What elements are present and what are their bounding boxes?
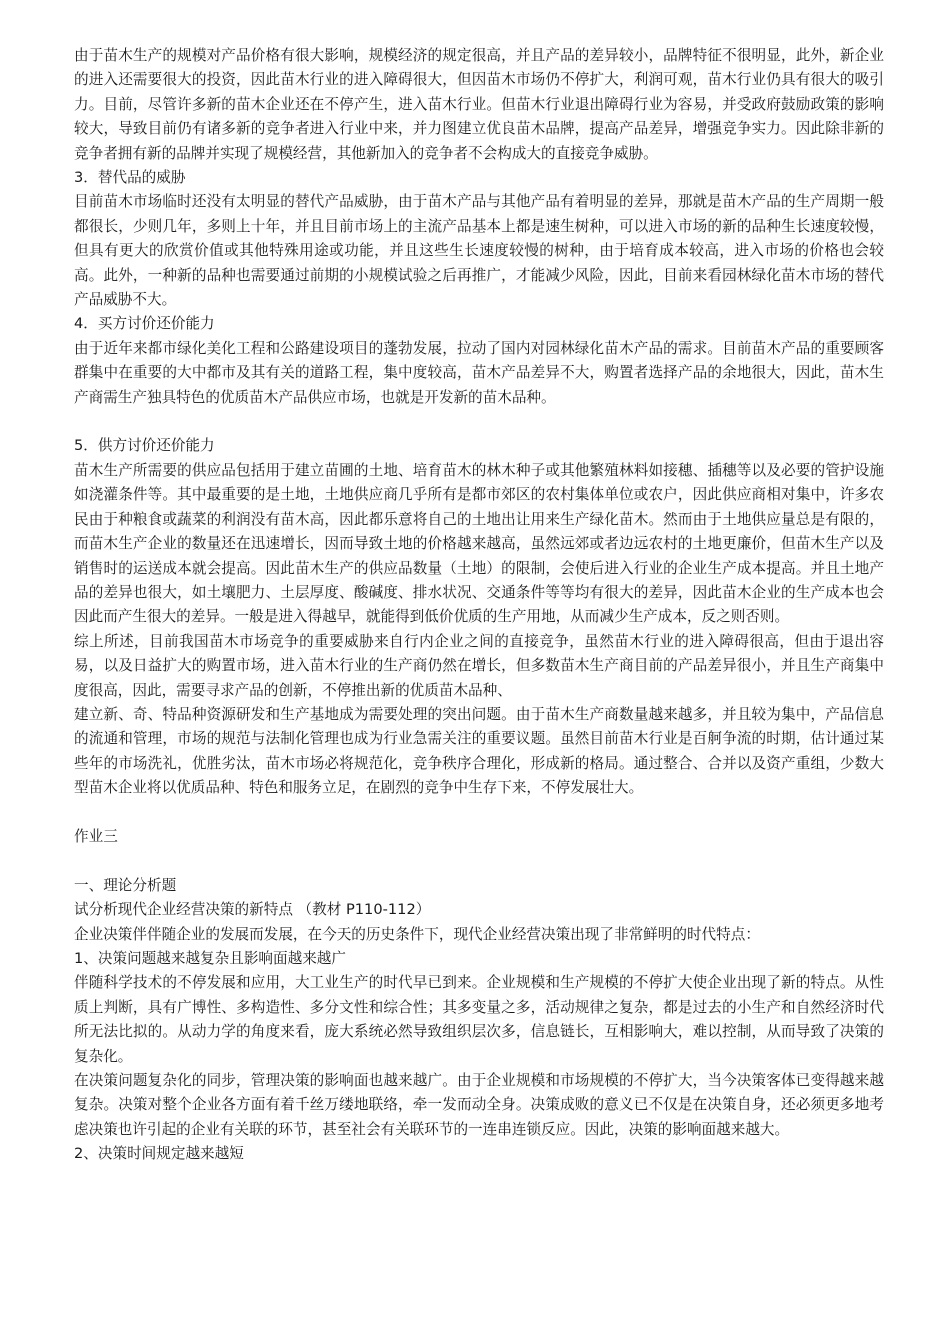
summary-paragraph-continued: 建立新、奇、特品种资源研发和生产基地成为需要处理的突出问题。由于苗木生产商数量越来越多，并且较为集中，产品信息的流通和管理，市场的规范与法制化管理也成为行业急需关注的重要议题。虽然目前苗木行业是百舸争流的时期，估计通过某些年的市场洗礼，优胜劣汰，苗木市场必将规范化，竞争秩序合理化，形成新的格局。通过整合、合并以及资产重组，少数大型苗木企业将以优质品种、特色和服务立足，在剧烈的竞争中生存下来，不停发展壮大。 <box>74 705 884 797</box>
point-1-heading: 1、决策问题越来越复杂且影响面越来越广 <box>74 949 346 967</box>
point-1-paragraph: 伴随科学技术的不停发展和应用，大工业生产的时代早已到来。企业规模和生产规模的不停扩大使企业出现了新的特点。从性质上判断，具有广博性、多构造性、多分文性和综合性；其多变量之多，活动规律之复杂，都是过去的小生产和自然经济时代所无法比拟的。从动力学的角度来看，庞大系统必然导致组织层次多，信息链长，互相影响大，难以控制，从而导致了决策的复杂化。 <box>74 974 884 1065</box>
question-intro: 企业决策伴伴随企业的发展而发展，在今天的历史条件下，现代企业经营决策出现了非常鲜明的时代特点： <box>74 925 760 943</box>
supplier-power-paragraph: 苗木生产所需要的供应品包括用于建立苗圃的土地、培育苗木的林木种子或其他繁殖林料如接穗、插穗等以及必要的管护设施如浇灌条件等。其中最重要的是土地，土地供应商几乎所有是都市郊区的农村集体单位或农户，因此供应商相对集中，许多农民由于种粮食或蔬菜的利润没有苗木高，因此都乐意将自己的土地出让用来生产绿化苗木。然而由于土地供应量总是有限的，而苗木生产企业的数量还在迅速增长，因而导致土地的价格越来越高，虽然远郊或者边远农村的土地更廉价，但苗木生产以及销售时的运送成本就会提高。因此苗木生产的供应品数量（土地）的限制，会使后进入行业的企业生产成本提高。并且土地产品的差异也很大，如土壤肥力、土层厚度、酸碱度、排水状况、交通条件等等均有很大的差异，因此苗木企业的生产成本也会因此而产生很大的差异。一般是进入得越早，就能得到低价优质的生产用地，从而减少生产成本，反之则否则。 <box>74 461 884 626</box>
blank-line <box>74 410 884 434</box>
blank-line <box>74 849 884 873</box>
question-text: 试分析现代企业经营决策的新特点 （教材 P110-112） <box>74 901 431 919</box>
supplier-power-heading: 5．供方讨价还价能力 <box>74 437 215 455</box>
market-entry-paragraph: 由于苗木生产的规模对产品价格有很大影响，规模经济的规定很高，并且产品的差异较小，品牌特征不很明显，此外，新企业的进入还需要很大的投资，因此苗木行业的进入障碍很大，但因苗木市场仍不停扩大，利润可观，苗木行业仍具有很大的吸引力。目前，尽管许多新的苗木企业还在不停产生，进入苗木行业。但苗木行业退出障碍行业为容易，并受政府鼓励政策的影响较大，导致目前仍有诸多新的竞争者进入行业中来，并力图建立优良苗木品牌，提高产品差异，增强竞争实力。因此除非新的竞争者拥有新的品牌并实现了规模经营，其他新加入的竞争者不会构成大的直接竞争威胁。 <box>74 47 884 162</box>
document-page <box>74 44 884 1167</box>
blank-line <box>74 801 884 825</box>
buyer-power-heading: 4．买方讨价还价能力 <box>74 315 215 333</box>
point-1-paragraph-continued: 在决策问题复杂化的同步，管理决策的影响面也越来越广。由于企业规模和市场规模的不停扩大，当今决策客体已变得越来越复杂。决策对整个企业各方面有着千丝万缕地联络，牵一发而动全身。决策成败的意义已不仅是在决策自身，还必须更多地考虑决策也许引起的企业有关联的环节，甚至社会有关联环节的一连串连锁反应。因此，决策的影响面越来越大。 <box>74 1072 884 1138</box>
substitute-threat-heading: 3．替代品的威胁 <box>74 169 186 187</box>
point-2-heading: 2、决策时间规定越来越短 <box>74 1145 244 1163</box>
summary-paragraph: 综上所述，目前我国苗木市场竞争的重要威胁来自行内企业之间的直接竞争，虽然苗木行业的进入障碍很高，但由于退出容易，以及日益扩大的购置市场，进入苗木行业的生产商仍然在增长，但多数苗木生产商目前的产品差异很小，并且生产商集中度很高，因此，需要寻求产品的创新，不停推出新的优质苗木品种、 <box>74 632 884 699</box>
part-heading: 一、理论分析题 <box>74 876 177 894</box>
assignment-title: 作业三 <box>74 827 118 845</box>
buyer-power-paragraph: 由于近年来都市绿化美化工程和公路建设项目的蓬勃发展，拉动了国内对园林绿化苗木产品的需求。目前苗木产品的重要顾客群集中在重要的大中都市及其有关的道路工程，集中度较高，苗木产品差异不大，购置者选择产品的余地很大，因此，苗木生产商需生产独具特色的优质苗木产品供应市场，也就是开发新的苗木品种。 <box>74 339 884 406</box>
substitute-threat-paragraph: 目前苗木市场临时还没有太明显的替代产品威胁，由于苗木产品与其他产品有着明显的差异，那就是苗木产品的生产周期一般都很长，少则几年，多则上十年，并且目前市场上的主流产品基本上都是速生树种，可以进入市场的新的品种生长速度较慢，但具有更大的欣赏价值或其他特殊用途或功能，并且这些生长速度较慢的树种，由于培育成本较高，进入市场的价格也会较高。此外，一种新的品种也需要通过前期的小规模试验之后再推广，才能减少风险，因此，目前来看园林绿化苗木市场的替代产品威胁不大。 <box>74 193 884 309</box>
